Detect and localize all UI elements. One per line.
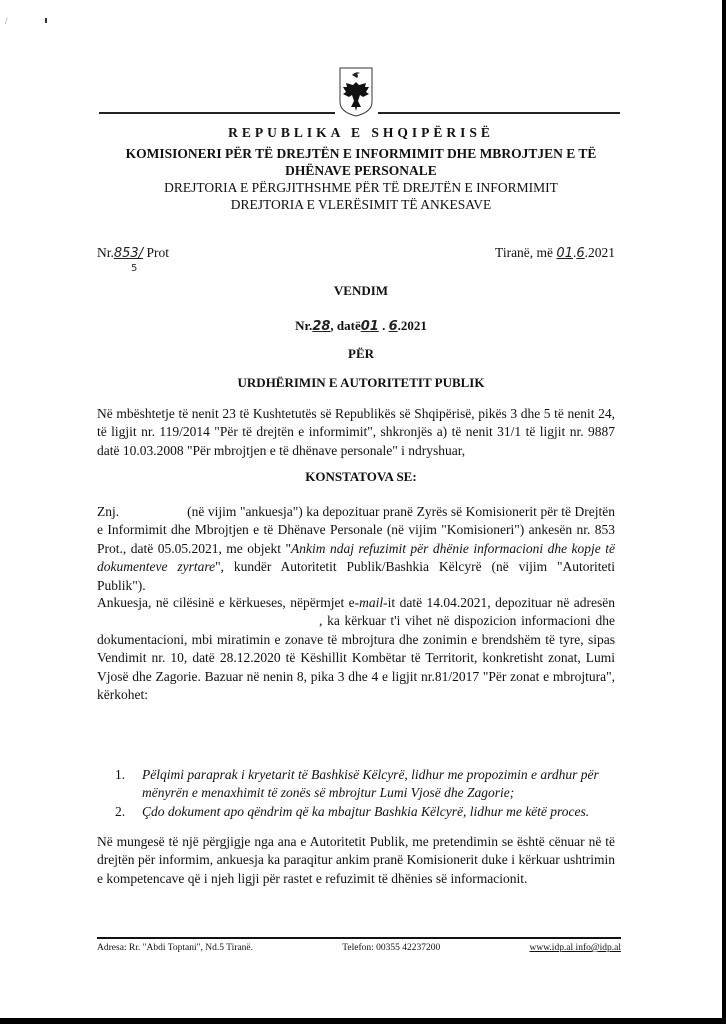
footer-phone: Telefon: 00355 42237200 xyxy=(342,943,441,953)
complaint-object: Ankim ndaj refuzimit për dhënie informacioni dhe kopje të dokumenteve zyrtare xyxy=(97,540,615,575)
requests-list xyxy=(115,766,615,821)
decision-subject: URDHËRIMIN E AUTORITETIT PUBLIK xyxy=(237,375,485,390)
decision-nr-label: Nr. xyxy=(295,318,313,333)
absence-of-response-paragraph: Në mungesë të një përgjigje nga ana e Autoritetit Publik, me pretendimin se është cënuar në të drejtën për informim, ankuesja ka paraqitur ankim pranë Komisionerit duke i kërkuar ushtrimin e kompetencave që i njeh ligji për rastet e refuzimit të dhënies së informacionit. xyxy=(97,834,615,886)
protocol-prot-label: Prot xyxy=(146,245,169,260)
decision-nr-handwritten: 28 xyxy=(312,319,331,334)
complainant-title: Znj. xyxy=(97,504,120,519)
letterhead-rule-left xyxy=(99,112,335,114)
albania-coat-of-arms-icon xyxy=(338,66,374,118)
protocol-nr-handwritten: 853/ xyxy=(113,246,144,261)
legal-basis-paragraph: Në mbështetje të nenit 23 të Kushtetutës së Republikës së Shqipërisë, pikës 3 dhe 5 të nenit 24, të ligjit nr. 119/2014 "Për të drejtën e informimit", shkronjës a) të nenit 31/1 të ligjit nr. 9887 datë 10.03.2008 "Për mbrojtjen e të dhënave personale" i ndryshuar, xyxy=(97,406,615,458)
protocol-sub-number: 5 xyxy=(131,263,138,274)
date-year: .2021 xyxy=(584,245,615,260)
letterhead-rule-right xyxy=(378,112,620,114)
general-directorate-heading: DREJTORIA E PËRGJITHSHME PËR TË DREJTËN E INFORMIMIT xyxy=(164,180,558,195)
complaint-paragraph: Znj. (në vijim "ankuesja") ka depozituar pranë Zyrës së Komisionerit për të Drejtën e Informimit dhe Mbrojtjen e të Dhënave Personale (në vijim "Komisioneri") ankesën nr. 853 Prot., datë 05.05.2021, me objekt "Ankim ndaj refuzimit për dhënie informacioni dhe kopje të dokumenteve zyrtare", kundër Autoritetit Publik/Bashkia Këlcyrë (në vijim "Autoriteti Publik"). xyxy=(97,504,615,593)
footer xyxy=(97,943,621,953)
directorate-heading: DREJTORIA E VLERËSIMIT TË ANKESAVE xyxy=(230,197,492,212)
place-date: Tiranë, më 01.6.2021 xyxy=(495,245,615,261)
decision-date-label: , datë xyxy=(330,318,361,333)
commissioner-heading-line1: KOMISIONERI PËR TË DREJTËN E INFORMIMIT DHE MBROJTJEN E TË xyxy=(125,146,597,161)
decision-month-handwritten: 6 xyxy=(388,319,398,334)
decision-day-handwritten: 01 xyxy=(360,319,379,334)
findings-heading: KONSTATOVA SE: xyxy=(305,469,417,484)
decision-title: VENDIM xyxy=(333,283,389,298)
protocol-number xyxy=(97,245,169,261)
list-item: 1. Pëlqimi paraprak i kryetarit të Bashkisë Këlcyrë, lidhur me propozimin e ardhur për mënyrën e menaxhimit të zonës së mbrojtur Lumi Vjosë dhe Zagorie; xyxy=(115,767,599,801)
list-item: 2. Çdo dokument apo qëndrim që ka mbajtur Bashkia Këlcyrë, lidhur me këtë proces. xyxy=(115,803,590,819)
decision-number-line: Nr.28, datë01 . 6.2021 xyxy=(295,318,427,334)
scan-speck: / xyxy=(5,16,8,26)
footer-rule xyxy=(97,937,621,939)
republic-heading: REPUBLIKA E SHQIPËRISË xyxy=(228,125,494,140)
letterhead-emblem-row xyxy=(0,64,722,124)
footer-website-link[interactable]: www.idp.al info@idp.al xyxy=(529,943,621,953)
protocol-nr-label: Nr. xyxy=(97,245,114,260)
decision-year: .2021 xyxy=(397,318,427,333)
decision-per: PËR xyxy=(348,346,374,361)
place-label: Tiranë, më xyxy=(495,245,554,260)
scan-speck xyxy=(45,18,47,23)
footer-address: Adresa: Rr. "Abdi Toptani", Nd.5 Tiranë. xyxy=(97,943,254,953)
date-day-handwritten: 01 xyxy=(556,246,573,261)
date-month-handwritten: 6 xyxy=(576,246,585,261)
commissioner-heading-line2: DHËNAVE PERSONALE xyxy=(285,163,437,178)
request-paragraph: Ankuesja, në cilësinë e kërkueses, nëpërmjet e-mail-it datë 14.04.2021, depozituar në adresën, ka kërkuar t'i vihet në dispozicion informacioni dhe dokumentacioni, mbi miratimin e zonave të mbrojtura dhe zonimin e brendshëm të tyre, sipas Vendimit nr. 10, datë 28.12.2020 të Këshillit Kombëtar të Territorit, konkretisht zonat, Lumi Vjosë dhe Zagorie. Bazuar në nenin 8, pika 3 dhe 4 e ligjit nr.81/2017 "Për zonat e mbrojtura", kërkohet: xyxy=(97,595,615,703)
